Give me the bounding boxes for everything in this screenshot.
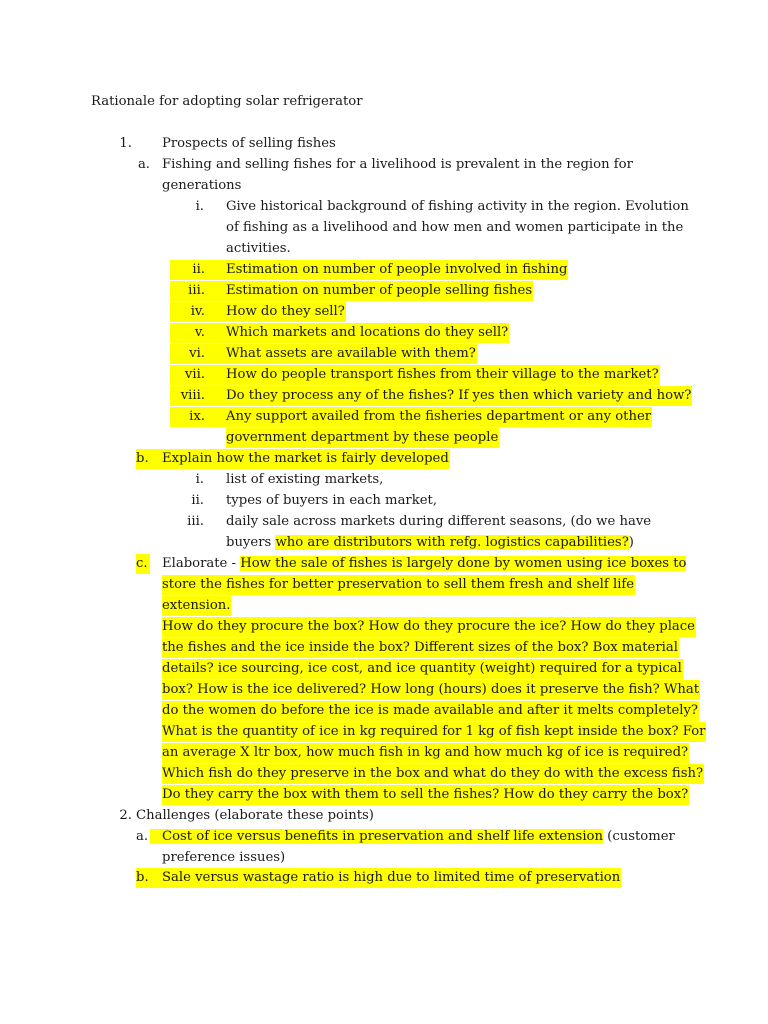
item-1c-line: store the fishes for better preservation to sell them fresh and shelf life bbox=[162, 575, 635, 595]
subitem-text: Give historical background of fishing activity in the region. Evolution bbox=[226, 199, 689, 214]
subitem-number: vi. bbox=[170, 344, 205, 364]
subitem-text: Any support availed from the fisheries department or any other bbox=[205, 407, 652, 427]
subitem-text: How do people transport fishes from their village to the market? bbox=[205, 365, 660, 385]
item-1c-line: do the women do before the ice is made available and after it melts completely? bbox=[162, 701, 699, 721]
subitem-number: ix. bbox=[170, 407, 205, 427]
section-1-number: 1. bbox=[119, 136, 132, 151]
subitem-text: Which markets and locations do they sell? bbox=[205, 323, 509, 343]
subitem-text: daily sale across markets during different seasons, (do we have bbox=[226, 514, 652, 529]
subitem-text: How do they sell? bbox=[205, 302, 346, 322]
item-1a-line: generations bbox=[162, 178, 242, 193]
item-1a-line: Fishing and selling fishes for a livelihood is prevalent in the region for bbox=[162, 157, 633, 172]
subitem-text: list of existing markets, bbox=[226, 472, 384, 487]
document-title: Rationale for adopting solar refrigerator bbox=[91, 94, 363, 109]
subitem-number: iii. bbox=[170, 281, 205, 301]
highlighted-text: How the sale of fishes is largely done by women using ice boxes to bbox=[240, 556, 687, 571]
subitem-text: activities. bbox=[226, 241, 291, 256]
subitem-number: i. bbox=[195, 472, 204, 487]
subitem-text: Estimation on number of people involved in fishing bbox=[205, 260, 568, 280]
item-1c-line: box? How is the ice delivered? How long (hours) does it preserve the fish? What bbox=[162, 680, 700, 700]
item-1c-line: extension. bbox=[162, 596, 231, 616]
subitem-text: of fishing as a livelihood and how men and women participate in the bbox=[226, 220, 684, 235]
subitem-text-continued: buyers who are distributors with refg. logistics capabilities?) bbox=[226, 535, 634, 550]
item-1c-marker: c. bbox=[136, 554, 150, 574]
highlighted-text: who are distributors with refg. logistics capabilities? bbox=[275, 535, 629, 550]
item-1c-line: Do they carry the box with them to sell the fishes? How do they carry the box? bbox=[162, 785, 689, 805]
item-2b-line: Sale versus wastage ratio is high due to limited time of preservation bbox=[150, 868, 621, 888]
item-1a-marker: a. bbox=[137, 157, 150, 172]
subitem-number: ii. bbox=[191, 493, 204, 508]
highlighted-text: Cost of ice versus benefits in preservation and shelf life extension bbox=[150, 829, 603, 844]
subitem-number: vii. bbox=[170, 365, 205, 385]
subitem-text: types of buyers in each market, bbox=[226, 493, 438, 508]
item-2b-marker: b. bbox=[136, 868, 150, 888]
subitem-number: i. bbox=[195, 199, 204, 214]
section-1-heading: Prospects of selling fishes bbox=[162, 136, 336, 151]
item-1c-line: an average X ltr box, how much fish in kg and how much kg of ice is required? bbox=[162, 743, 689, 763]
item-1c-line: Elaborate - How the sale of fishes is largely done by women using ice boxes to bbox=[162, 556, 687, 571]
subitem-number: ii. bbox=[170, 260, 205, 280]
subitem-number: iv. bbox=[170, 302, 205, 322]
subitem-number: iii. bbox=[187, 514, 204, 529]
item-1b-marker: b. bbox=[136, 449, 162, 469]
subitem-number: v. bbox=[170, 323, 205, 343]
subitem-text: Do they process any of the fishes? If yes then which variety and how? bbox=[205, 386, 692, 406]
section-2-heading: Challenges (elaborate these points) bbox=[136, 808, 374, 823]
item-1c-line: What is the quantity of ice in kg required for 1 kg of fish kept inside the box? For bbox=[162, 722, 706, 742]
subitem-text: government department by these people bbox=[226, 428, 499, 448]
item-1b-line: Explain how the market is fairly developed bbox=[162, 449, 450, 469]
subitem-number: viii. bbox=[170, 386, 205, 406]
subitem-text: What assets are available with them? bbox=[205, 344, 477, 364]
item-1c-line: Which fish do they preserve in the box and what do they do with the excess fish? bbox=[162, 764, 704, 784]
item-1c-line: the fishes and the ice inside the box? Different sizes of the box? Box material bbox=[162, 638, 679, 658]
item-2a-line: Cost of ice versus benefits in preservation and shelf life extension (customer bbox=[150, 827, 675, 847]
item-1c-line: details? ice sourcing, ice cost, and ice quantity (weight) required for a typical bbox=[162, 659, 683, 679]
section-2-number: 2. bbox=[119, 808, 132, 823]
item-1c-line: How do they procure the box? How do they procure the ice? How do they place bbox=[162, 617, 696, 637]
item-2a-line: preference issues) bbox=[162, 850, 286, 865]
item-2a-marker: a. bbox=[136, 829, 149, 844]
subitem-text: Estimation on number of people selling fishes bbox=[205, 281, 533, 301]
